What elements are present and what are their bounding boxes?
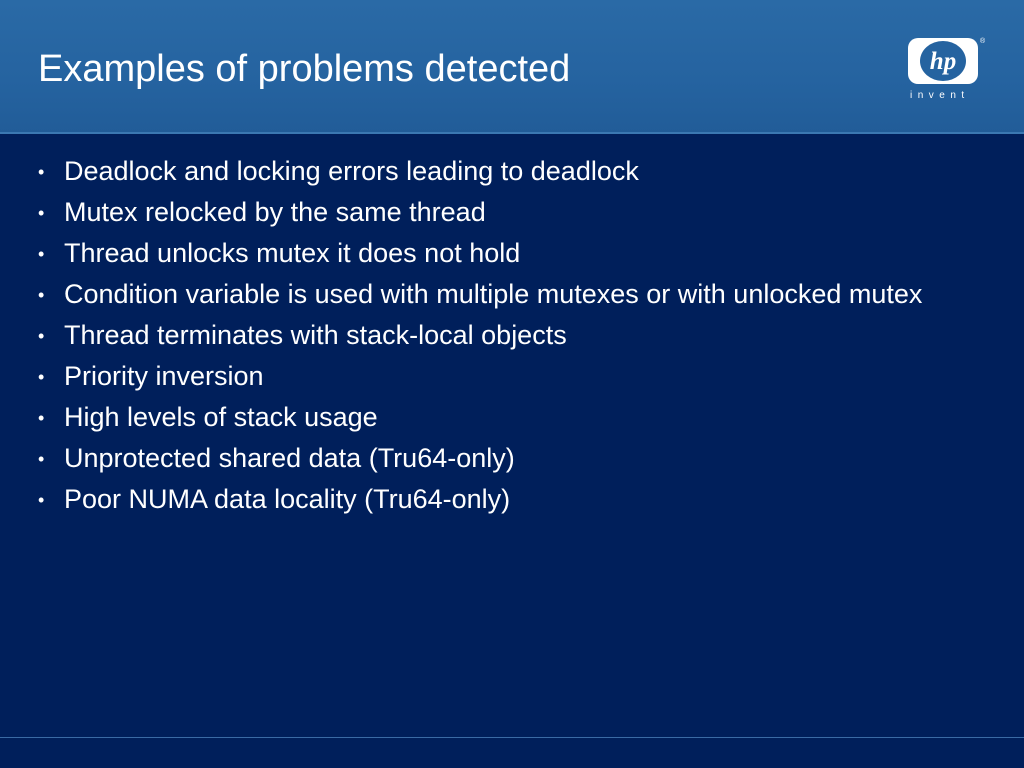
header-divider xyxy=(0,132,1024,134)
bullet-marker: • xyxy=(38,326,45,346)
bullet-marker: • xyxy=(38,490,45,510)
bullet-item xyxy=(0,400,1024,434)
hp-logo xyxy=(904,38,988,104)
bullet-item xyxy=(0,482,1024,516)
svg-text:hp: hp xyxy=(929,48,957,75)
hp-logo-icon xyxy=(908,38,978,84)
bullet-item xyxy=(0,318,1024,352)
logo-tagline: invent xyxy=(910,90,970,101)
bullet-text: Thread unlocks mutex it does not hold xyxy=(64,238,521,268)
bullet-item xyxy=(0,195,1024,229)
slide-title: Examples of problems detected xyxy=(38,48,571,90)
bullet-marker: • xyxy=(38,449,45,469)
bullet-text: Mutex relocked by the same thread xyxy=(64,197,486,227)
bullet-text: Deadlock and locking errors leading to deadlock xyxy=(64,156,639,186)
footer-line xyxy=(0,737,1024,738)
bullet-item xyxy=(0,154,1024,188)
bullet-text: Condition variable is used with multiple mutexes or with unlocked mutex xyxy=(64,279,923,309)
bullet-item xyxy=(0,277,1024,311)
bullet-marker: • xyxy=(38,203,45,223)
hp-logo-mark xyxy=(908,38,978,84)
bullet-text: High levels of stack usage xyxy=(64,402,378,432)
bullet-item xyxy=(0,441,1024,475)
bullet-marker: • xyxy=(38,367,45,387)
bullet-marker: • xyxy=(38,285,45,305)
bullet-marker: • xyxy=(38,162,45,182)
bullet-text: Unprotected shared data (Tru64-only) xyxy=(64,443,515,473)
bullet-text: Priority inversion xyxy=(64,361,264,391)
bullet-marker: • xyxy=(38,244,45,264)
bullet-text: Thread terminates with stack-local objects xyxy=(64,320,567,350)
registered-mark: ® xyxy=(980,38,986,45)
title-bar xyxy=(0,0,1024,134)
bullet-marker: • xyxy=(38,408,45,428)
bullet-item xyxy=(0,236,1024,270)
bullet-item xyxy=(0,359,1024,393)
bullet-text: Poor NUMA data locality (Tru64-only) xyxy=(64,484,511,514)
bullet-list xyxy=(0,154,1024,523)
